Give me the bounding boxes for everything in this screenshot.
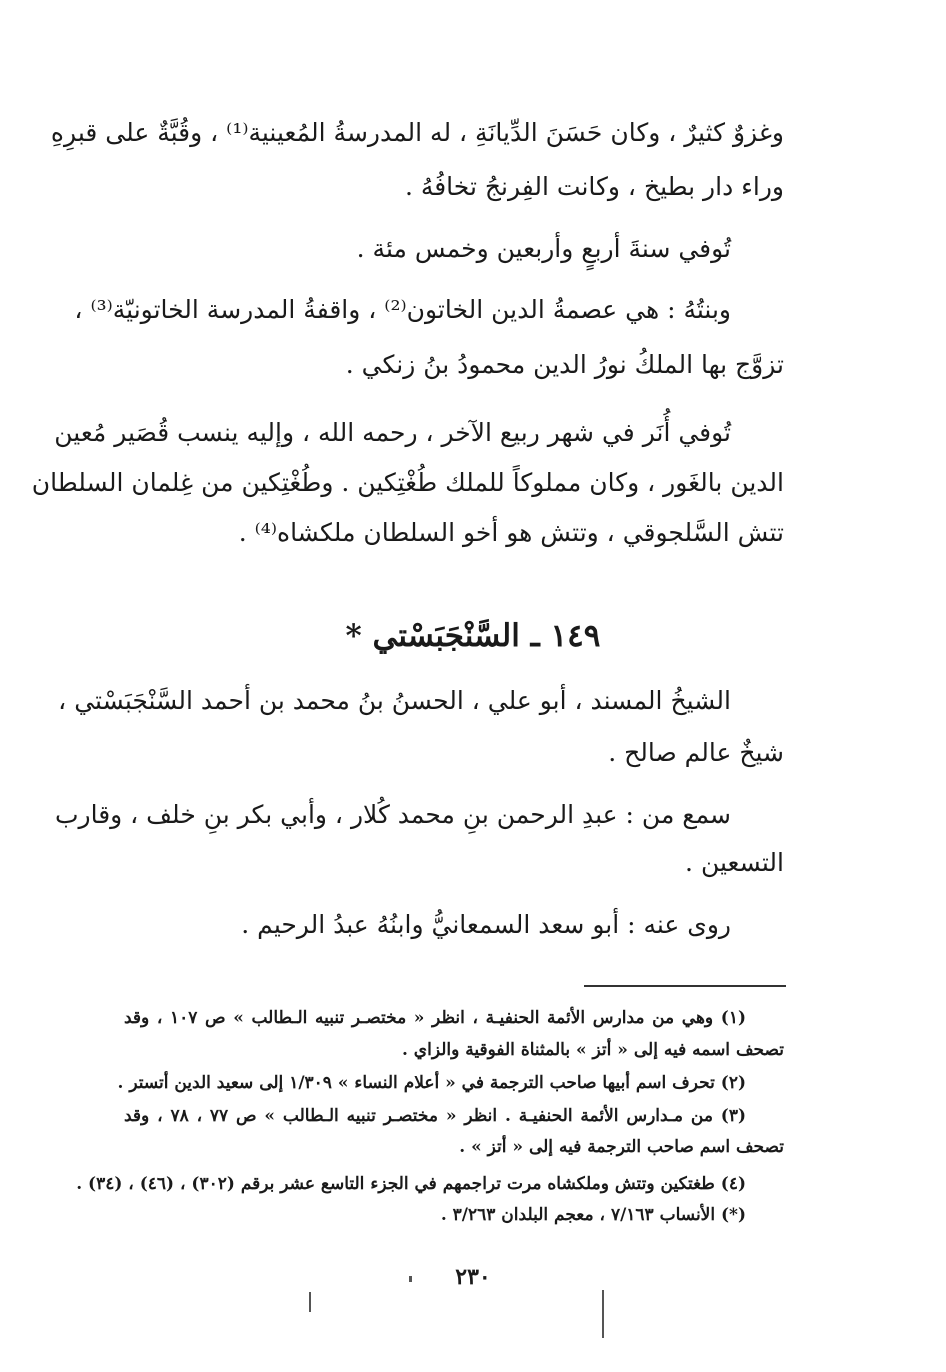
entry-line: التسعين . — [685, 848, 784, 877]
entry-line: روى عنه : أبو سعد السمعانيُّ وابنُهُ عبدُ الرحيم . — [241, 910, 731, 939]
body-line: تتش السَّلجوقي ، وتتش هو أخو السلطان ملكشاه⁽⁴⁾ . — [238, 518, 784, 547]
scan-speck — [409, 1276, 412, 1282]
scan-speck — [309, 1292, 311, 1312]
body-line: وبنتُهُ : هي عصمةُ الدين الخاتون⁽²⁾ ، واقفةُ المدرسة الخاتونيّة⁽³⁾ ، — [74, 295, 731, 324]
page-number: ٢٣٠ — [455, 1264, 491, 1290]
body-line: الدين بالغَور ، وكان مملوكاً للملك طُغْتِكين . وطُغْتِكين من غِلمان السلطان — [31, 468, 784, 497]
body-line: تُوفي أُنَر في شهر ربيع الآخر ، رحمه الله ، وإليه ينسب قُصَير مُعين — [54, 418, 731, 447]
footnote-line: تصحف اسم صاحب الترجمة فيه إلى « أتز » . — [459, 1137, 784, 1157]
body-line: تُوفي سنةَ أربعٍ وأربعين وخمس مئة . — [356, 234, 731, 263]
footnote-line: (٤) طغتكين وتتش وملكشاه مرت تراجمهم في الجزء التاسع عشر برقم (٣٠٢) ، (٤٦) ، (٣٤) . — [76, 1174, 746, 1194]
footnote-line: (*) الأنساب ٧/١٦٣ ، معجم البلدان ٣/٢٦٣ . — [440, 1205, 746, 1225]
entry-line: الشيخُ المسند ، أبو علي ، الحسنُ بنُ محمد بن أحمد السَّنْجَبَسْتي ، — [58, 686, 731, 715]
footnote-line: (٢) تحرف اسم أبيها صاحب الترجمة في « أعلام النساء » ١/٣٠٩ إلى سعيد الدين أتستر . — [117, 1073, 746, 1093]
footnote-line: (٣) من مـدارس الأئمة الحنفيـة . انظر « مختصـر تنبيه الـطالب » ص ٧٧ ، ٧٨ ، وقد — [124, 1106, 747, 1126]
scan-speck — [602, 1290, 604, 1338]
footnote-line: تصحف اسمه فيه إلى « أتز » بالمثناة الفوقية والزاي . — [401, 1040, 784, 1060]
body-line: تزوَّج بها الملكُ نورُ الدين محمودُ بنُ زنكي . — [345, 350, 784, 379]
entry-line: سمع من : عبدِ الرحمن بنِ محمد كُلار ، وأبي بكر بنِ خلف ، وقارب — [54, 800, 731, 829]
footnote-separator — [584, 985, 786, 987]
entry-title: ١٤٩ ـ السَّنْجَبَسْتي * — [345, 618, 601, 654]
footnote-line: (١) وهي من مدارس الأئمة الحنفيـة ، انظر « مختصـر تنبيه الـطالب » ص ١٠٧ ، وقد — [124, 1008, 746, 1028]
entry-line: شيخٌ عالم صالح . — [608, 738, 784, 767]
body-line: وراء دار بطيخ ، وكانت الفِرنجُ تخافُهُ . — [404, 172, 784, 201]
body-line: وغزوٌ كثيرٌ ، وكان حَسَنَ الدِّيانَةِ ، له المدرسةُ المُعينية⁽¹⁾ ، وقُبَّةٌ على قبرِهِ — [50, 118, 784, 147]
